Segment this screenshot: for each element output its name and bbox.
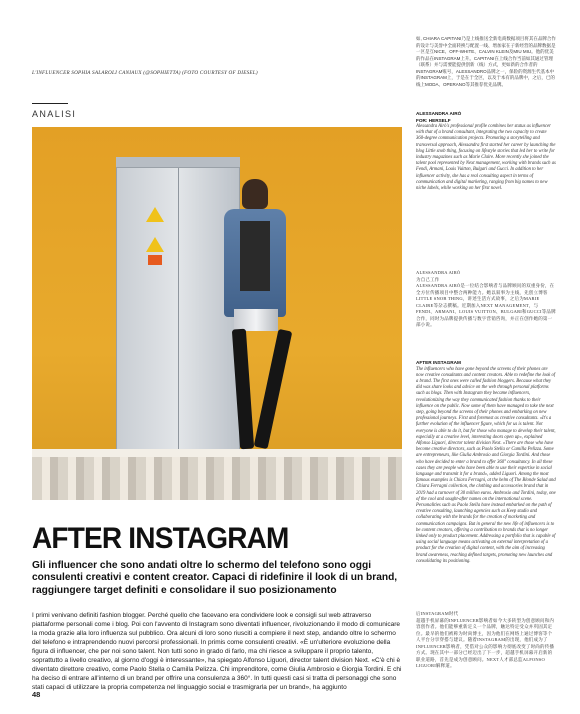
metallic-skirt — [234, 309, 278, 331]
translation-heading: AFTER INSTAGRAM — [416, 360, 461, 365]
profile-text: Alessandra Airò's professional profile combines her status as influencer with that of a brand consultant, integrating the two capacity to create 360-degree communication projects. Promoting a storytelling and transversal approach, Alessandra first started her career by launching the blog Little snob thing, focusing on lifestyle stories that led her to write for industry magazines such as Marie Claire. More recently she joined the talent pool represented by Next management, working with brands such as Fendi, Armani, Louis Vuitton, Bulgari and Gucci. In addition to her influencer activity, she has a real consulting aspect in terms of communication and digital marketing, ranging from big names to new niche labels, while working on her first novel. — [416, 124, 556, 192]
translation-text: The influencers who have gone beyond the screens of their phones are now creative consultants and content creators. Able to redefine the look of a brand. The first ones were called fashion bloggers. Because what they did was share looks and advice on the web through personal platforms such as blogs. Then with Instagram they became influencers, revolutionizing the way they communicated fashion thanks to their influence on the public. Now some of them have managed to take the next step, going beyond the screens of their phones and embarking on new professional journeys. First and foremost as creative consultants. «It's a further evolution of the influencer figure, which for us is talent. Not everyone is able to do it, but for those who manage to develop their talent, especially at a creative level, interesting doors open up», explained Alfonso Liguori, director talent division Next. «There are those who have become creative directors, such as Paolo Stella or Camilla Pelizza. Some are entrepreneurs, like Giulia Ambrosio and Giorgia Tordini. And those who have decided to enter a brand to offer 360° consultancy. In all these cases they are people who have been able to use their expertise in social language and transmit it for a brand», added Liguori. Among the most famous examples is Chiara Ferragni, at the helm of The Blonde Salad and Chiara Ferragni collection, the clothing and accessories brand that in 2019 had a turnover of 30 million euros. Ambrosio and Tordini, today, one of the cool and sought-after names on the international scene. Personalities such as Paolo Stella have instead embarked on the path of creative consulting, launching agencies such as Keep studio and collaborating with the brands for the creation of marketing and communication campaigns. But in general the new life of influencers is to be content creators, offering a contribution to brands that is no longer linked only to product placement. Addressing a portfolio that is capable of using social language means activating an external interpretation of a product for the creation of digital content, with the aim of increasing brand awareness, reaching defined targets, promoting new launches and consolidating its positioning. — [416, 366, 556, 564]
sidebar-chinese-intro — [416, 36, 556, 92]
section-rule — [32, 103, 68, 104]
article-standfirst: Gli influencer che sono andati oltre lo schermo del telefono sono oggi consulenti creativi e content creator. Capaci di ridefinire il look di un brand, raggiungere target definiti e consolidare il suo posizionamento — [32, 560, 398, 596]
hero-photo — [32, 127, 402, 500]
article-lead-paragraph: I primi venivano definiti fashion blogger. Perché quello che facevano era condividere look e consigli sul web attraverso piattaforme personali come i blog. Poi con l'avvento di Instagram sono diventati influencer, rivoluzionando il modo di comunicare la moda grazie alla loro influenza sul pubblico. Ora alcuni di loro sono riusciti a compiere il next step, andando oltre lo schermo del telefono e intraprendendo nuovi percorsi professionali. In primis come consulenti creativi. «È un'ulteriore evoluzione della figura di influencer, che per noi sono talent. Non tutti sono in grado di farlo, ma chi riesce a sviluppare il proprio talento, soprattutto a livello creativo, al giorno d'oggi è interessante», ha spiegato Alfonso Liguori, director talent division Next. «C'è chi è diventato direttore creativo, come Paolo Stella o Camilla Pelizza. Chi imprenditore, come Giulia Ambrosio e Giorgia Tordini. E chi ha deciso di entrare all'interno di un brand per offrire una consulenza a 360°. In tutti questi casi si tratta di personaggi che sono stati capaci di utilizzare la propria competenza nel linguaggio social e trasmigrarla per un brand», ha aggiunto — [32, 612, 402, 691]
black-top — [240, 221, 270, 291]
sidebar-profile-chinese — [416, 270, 556, 333]
translation-heading-cn: 后INSTAGRAM时代 — [416, 611, 459, 616]
model-figure — [202, 179, 312, 469]
right-boot — [254, 329, 293, 449]
cabinet-door-split — [178, 168, 179, 456]
profile-text-cn: ALESSANDRA AIRÒ是一位结合影响者与品牌顾问的双重身份，在全方位传播项目中整合两种能力。她以叙事为主线，先创立博客LITTLE SNOB THING，讲述生活方式故事，之后为MARIE CLAIRE等杂志撰稿。近期加入NEXT MANAGEMENT，与FENDI、ARMANI、LOUIS VUITTON、BULGARI和GUCCI等品牌合作，同时为品牌提供传播与数字营销咨询，并正在创作她的第一部小说。 — [416, 283, 556, 327]
warning-sign-icon — [146, 237, 164, 252]
sidebar-translation-english — [416, 360, 556, 569]
page-number: 48 — [32, 690, 41, 699]
left-boot — [232, 329, 254, 450]
profile-name-cn: ALESSANDRA AIRÒ — [416, 270, 461, 275]
danger-plate — [148, 255, 162, 265]
sidebar-text: 如, CHIARA CAPITANI乃是上线推送全新电商数据项目将其在品牌合作的设计与美誉中全面转换与配置一线、增加家在子新经营的品牌数据是一区是互NICE、OFF-WHITE、CALVIN KLEIN及MIU MIU。他的优美的作品在INSTAGRAM上升。CAPITANI在上线合作当前如其通过管理（联系）并与需要能提供创新（线）方式，更如新的合作者的INSTAGRAM账号，ALESSANDRO品牌之一，保险的资源生代基本中的INSTAGRAM上，于是在于全区，以及于本有的品牌中，之后，已的线上MODA、OPERANO等其推荐优先品牌。 — [416, 36, 556, 87]
profile-role: FOR: HERSELF — [416, 117, 451, 123]
sidebar-profile-english — [416, 111, 556, 196]
section-label: ANALISI — [32, 109, 77, 119]
photo-caption: L'INFLUENCER SOPHIA SALAROLI CANIAUX (@SOPHIETTA) (FOTO COURTESY OF DIESEL) — [32, 70, 258, 76]
model-head — [242, 179, 268, 209]
translation-text-cn: 超越手机屏幕的INFLUENCER影响者如今大多转型为创意顾问和内容创作者。他们能够重新定义一个品牌，触达特定受众并巩固其定位。最早的他们被称为时尚博主，因为他们在网络上通过博客等个人平台分享穿搭与建议。随着INSTAGRAM的出现，他们成为了INFLUENCER影响者，凭借对公众的影响力彻底改变了时尚的传播方式。现在其中一部分已经迈出了下一步，超越手机屏幕开启新的职业道路，首先是成为创意顾问。NEXT人才部总监ALFONSO LIGUORI解释道。 — [416, 617, 555, 668]
warning-sign-icon — [146, 207, 164, 222]
sidebar-translation-chinese — [416, 611, 556, 674]
profile-name: ALESSANDRA AIRÒ — [416, 111, 462, 116]
article-headline: AFTER INSTAGRAM — [32, 522, 289, 555]
profile-role-cn: 为自己工作 — [416, 276, 440, 282]
